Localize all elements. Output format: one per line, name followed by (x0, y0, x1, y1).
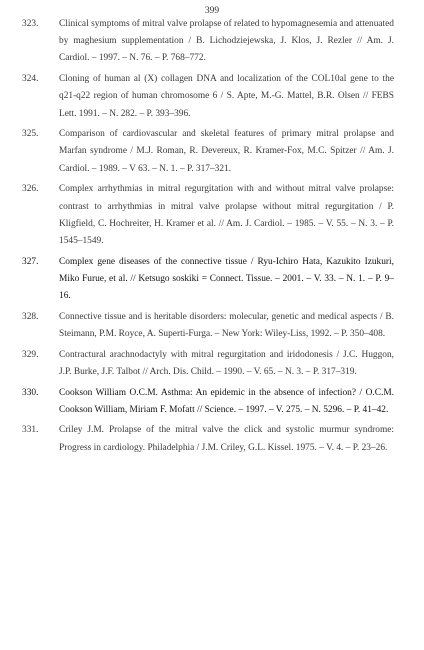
reference-list (22, 16, 394, 460)
reference-text: Criley J.M. Prolapse of the mitral valve the click and systolic murmur syndrome: Progress in cardiology. Philadelphia / J.M. Criley, G.L. Kissel. 1975. – V. 4. – P. 23–26. (59, 425, 394, 453)
reference-item (22, 309, 394, 343)
reference-text: Contractural arachnodactyly with mitral regurgitation and iridodonesis / J.C. Huggon, J.P. Burke, J.F. Talbot // Arch. Dis. Child. – 1990. – V. 65. – N. 3. – P. 317–319. (59, 349, 394, 377)
reference-item (22, 347, 394, 381)
reference-item (22, 422, 394, 456)
reference-number: 327. (22, 256, 39, 267)
reference-text: Comparison of cardiovascular and skeletal features of primary mitral prolapse and Marfan syndrome / M.J. Roman, R. Devereux, R. Kramer-Fox, M.C. Spitzer // Am. J. Cardiol. – 1989. – V 63. – N. 1. – P. 317–321. (59, 129, 394, 174)
reference-number: 330. (22, 387, 39, 398)
reference-number: 329. (22, 349, 39, 360)
reference-item (22, 126, 394, 178)
reference-number: 323. (22, 19, 39, 29)
reference-text: Cookson William O.C.M. Asthma: An epidemic in the absence of infection? / O.C.M. Cookson William, Miriam F. Mofatt // Science. – 1997. – V. 275. – N. 5296. – P. 41–42. (59, 387, 394, 415)
reference-text: Cloning of human al (X) collagen DNA and localization of the COL10al gene to the q21-q22 region of human chromosome 6 / S. Apte, M.-G. Mattel, B.R. Olsen // FEBS Lett. 1991. – N. 282. – P. 393–396. (59, 74, 394, 119)
reference-number: 324. (22, 74, 39, 85)
reference-text: Clinical symptoms of mitral valve prolapse of related to hypomagnesemia and attenuated by maghesium supplementation / B. Lichodziejewska, J. Klos, J. Rezler // Am. J. Cardiol. – 1997. – N. 76. – P. 768–772. (59, 19, 394, 64)
reference-text: Complex gene diseases of the connective tissue / Ryu-Ichiro Hata, Kazukito Izukuri, Miko Furue, et al. // Ketsugo soskiki = Connect. Tissue. – 2001. – V. 33. – N. 1. – P. 9–16. (59, 256, 394, 302)
reference-number: 328. (22, 311, 39, 322)
reference-number: 325. (22, 129, 39, 140)
reference-item (22, 181, 394, 250)
reference-text: Complex arrhythmias in mitral regurgitation with and without mitral valve prolapse: contrast to arrhythmias in mitral valve prolapse without mitral regurgitation / P. Kligfield, C. Hochreiter, H. Kramer et al. // Am. J. Cardiol. – 1985. – V. 55. – N. 3. – P. 1545–1549. (59, 184, 394, 246)
page-number: 399 (204, 6, 220, 16)
reference-number: 331. (22, 425, 39, 436)
reference-item (22, 71, 394, 123)
reference-item (22, 16, 394, 68)
reference-item (22, 254, 394, 306)
reference-item (22, 385, 394, 419)
reference-number: 326. (22, 184, 39, 195)
reference-text: Connective tissue and is heritable disorders: molecular, genetic and medical aspects / B. Steimann, P.M. Royce, A. Superti-Furga. – New York: Wiley-Liss, 1992. – P. 350–408. (59, 311, 394, 339)
